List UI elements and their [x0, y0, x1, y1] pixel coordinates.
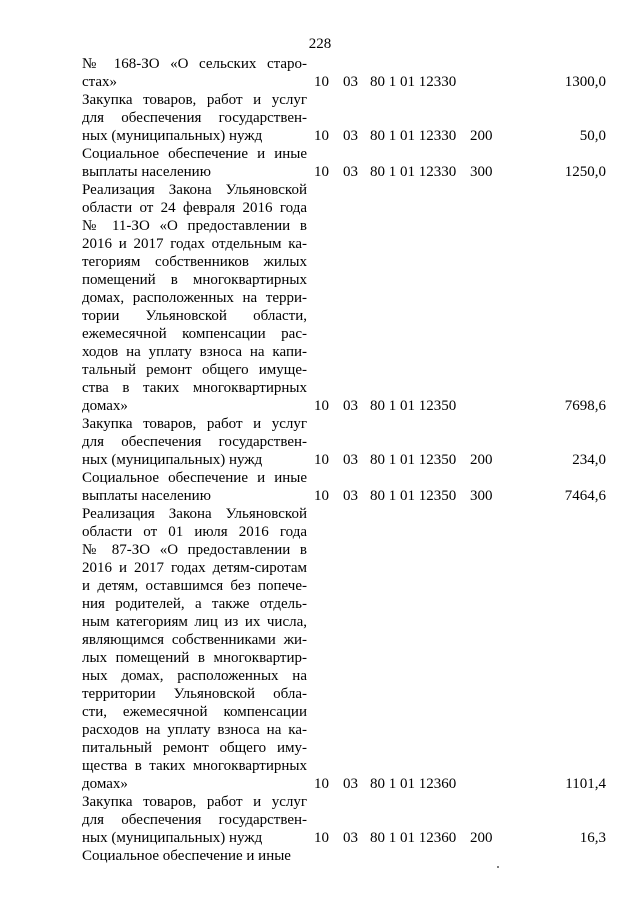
description-line: Социальное обеспечение и иные	[82, 146, 307, 162]
description-line: сти, ежемесячной компенсации	[82, 704, 307, 720]
target-article-code: 80 1 01 12360	[370, 776, 457, 792]
target-article-code: 80 1 01 12330	[370, 74, 457, 90]
page-number: 228	[308, 36, 332, 52]
subsection-code: 03	[343, 398, 358, 414]
amount: 16,3	[579, 830, 606, 846]
description-line: Закупка товаров, работ и услуг	[82, 92, 307, 108]
description-line: домах»	[82, 398, 128, 414]
table-row	[0, 847, 640, 865]
row-description	[82, 181, 307, 415]
row-description	[82, 55, 307, 91]
amount: 50,0	[579, 128, 606, 144]
description-line: стах»	[82, 74, 118, 90]
table-row	[0, 505, 640, 793]
section-code: 10	[314, 452, 329, 468]
description-line: № 11-ЗО «О предоставлении в	[82, 218, 307, 234]
description-line: для обеспечения государствен-	[82, 812, 307, 828]
amount: 7464,6	[564, 488, 606, 504]
table-row	[0, 793, 640, 847]
section-code: 10	[314, 74, 329, 90]
amount: 1250,0	[564, 164, 606, 180]
description-line: для обеспечения государствен-	[82, 110, 307, 126]
amount: 1300,0	[564, 74, 606, 90]
amount: 234,0	[572, 452, 606, 468]
table-row	[0, 415, 640, 469]
section-code: 10	[314, 128, 329, 144]
description-line: ных домах, расположенных на	[82, 668, 307, 684]
description-line: 2016 и 2017 годах отдельным ка-	[82, 236, 307, 252]
description-line: Закупка товаров, работ и услуг	[82, 794, 307, 810]
row-description	[82, 847, 307, 865]
amount: 7698,6	[564, 398, 606, 414]
description-line: № 87-ЗО «О предоставлении в	[82, 542, 307, 558]
amount: 1101,4	[565, 776, 606, 792]
description-line: области от 24 февраля 2016 года	[82, 200, 307, 216]
subsection-code: 03	[343, 128, 358, 144]
row-description	[82, 505, 307, 793]
description-line: домах, расположенных на терри-	[82, 290, 307, 306]
description-line: тальный ремонт общего имуще-	[82, 362, 307, 378]
expense-type-code: 200	[470, 830, 493, 846]
section-code: 10	[314, 776, 329, 792]
description-line: Социальное обеспечение и иные	[82, 470, 307, 486]
scan-speck	[497, 866, 499, 868]
description-line: помещений в многоквартирных	[82, 272, 307, 288]
table-row	[0, 145, 640, 181]
description-line: области от 01 июля 2016 года	[82, 524, 307, 540]
expense-type-code: 300	[470, 164, 493, 180]
description-line: территории Ульяновской обла-	[82, 686, 307, 702]
section-code: 10	[314, 830, 329, 846]
description-line: тории Ульяновской области,	[82, 308, 307, 324]
expense-type-code: 200	[470, 128, 493, 144]
section-code: 10	[314, 164, 329, 180]
description-line: № 168-ЗО «О сельских старо-	[82, 56, 307, 72]
expense-type-code: 300	[470, 488, 493, 504]
table-row	[0, 181, 640, 415]
target-article-code: 80 1 01 12330	[370, 128, 457, 144]
target-article-code: 80 1 01 12350	[370, 398, 457, 414]
subsection-code: 03	[343, 830, 358, 846]
description-line: 2016 и 2017 годах детям-сиротам	[82, 560, 307, 576]
description-line: лых помещений в многоквартир-	[82, 650, 307, 666]
description-line: расходов на уплату взноса на ка-	[82, 722, 307, 738]
subsection-code: 03	[343, 488, 358, 504]
table-row	[0, 91, 640, 145]
section-code: 10	[314, 398, 329, 414]
description-line: выплаты населению	[82, 488, 211, 504]
subsection-code: 03	[343, 164, 358, 180]
section-code: 10	[314, 488, 329, 504]
description-line: домах»	[82, 776, 128, 792]
description-line: питальный ремонт общего иму-	[82, 740, 307, 756]
description-line: ходов на уплату взноса на капи-	[82, 344, 307, 360]
row-description	[82, 415, 307, 469]
target-article-code: 80 1 01 12330	[370, 164, 457, 180]
target-article-code: 80 1 01 12350	[370, 452, 457, 468]
row-description	[82, 469, 307, 505]
expense-type-code: 200	[470, 452, 493, 468]
description-line: Социальное обеспечение и иные	[82, 848, 291, 864]
description-line: ния родителей, а также отдель-	[82, 596, 307, 612]
description-line: тегориям собственников жилых	[82, 254, 307, 270]
description-line: щества в таких многоквартирных	[82, 758, 307, 774]
description-line: Реализация Закона Ульяновской	[82, 506, 307, 522]
target-article-code: 80 1 01 12350	[370, 488, 457, 504]
description-line: выплаты населению	[82, 164, 211, 180]
description-line: Реализация Закона Ульяновской	[82, 182, 307, 198]
description-line: ным категориям лиц из их числа,	[82, 614, 307, 630]
subsection-code: 03	[343, 74, 358, 90]
description-line: ных (муниципальных) нужд	[82, 128, 263, 144]
row-description	[82, 145, 307, 181]
description-line: являющимся собственниками жи-	[82, 632, 307, 648]
description-line: и детям, оставшимся без попече-	[82, 578, 307, 594]
row-description	[82, 793, 307, 847]
description-line: ных (муниципальных) нужд	[82, 830, 263, 846]
description-line: ства в таких многоквартирных	[82, 380, 307, 396]
target-article-code: 80 1 01 12360	[370, 830, 457, 846]
description-line: для обеспечения государствен-	[82, 434, 307, 450]
description-line: ных (муниципальных) нужд	[82, 452, 263, 468]
subsection-code: 03	[343, 776, 358, 792]
description-line: Закупка товаров, работ и услуг	[82, 416, 307, 432]
subsection-code: 03	[343, 452, 358, 468]
description-line: ежемесячной компенсации рас-	[82, 326, 307, 342]
table-row	[0, 55, 640, 91]
row-description	[82, 91, 307, 145]
table-row	[0, 469, 640, 505]
